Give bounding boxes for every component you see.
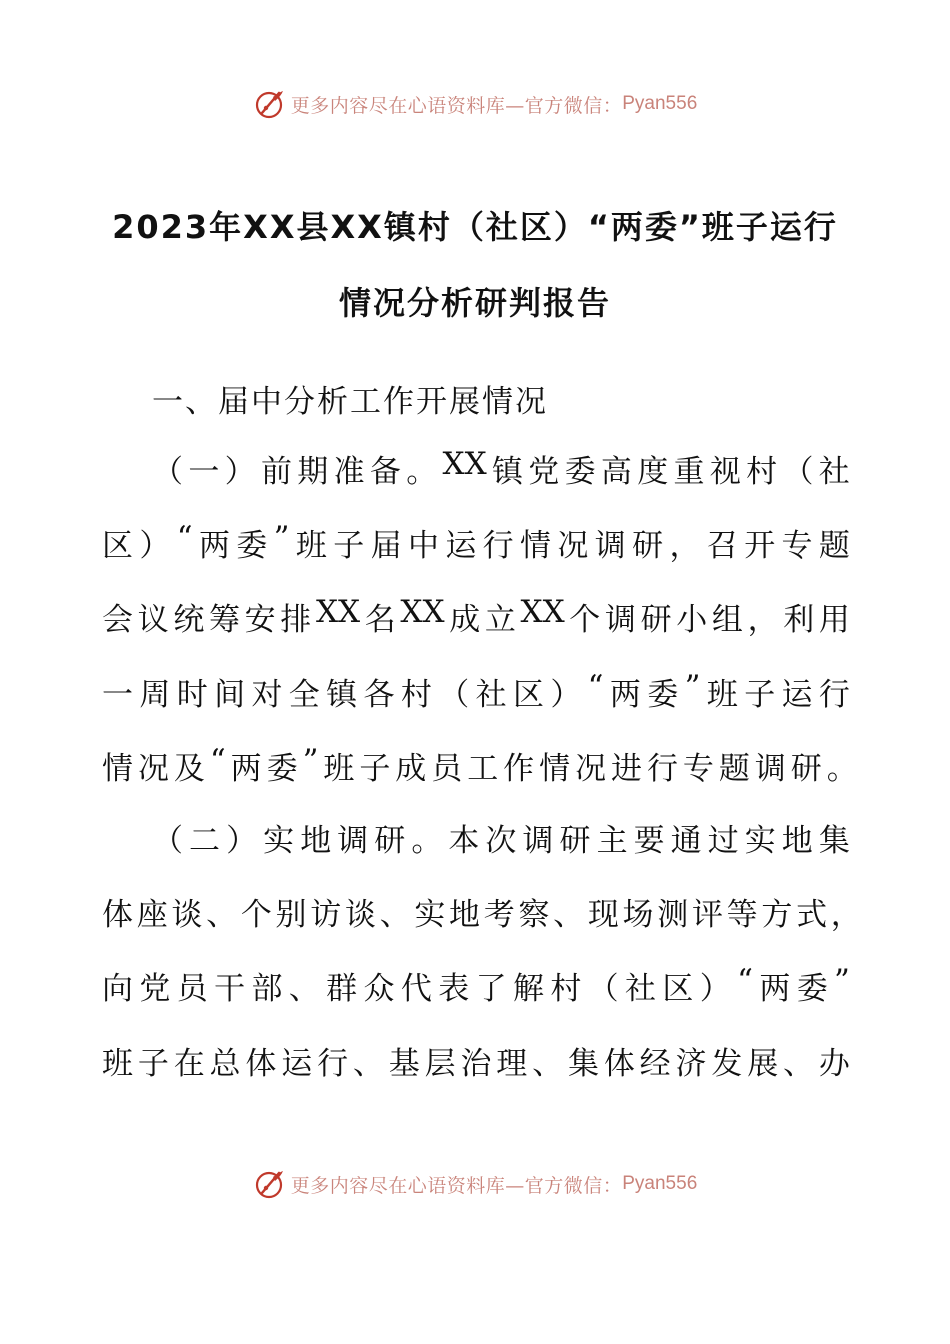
watermark-id: Pyan556 <box>622 93 698 114</box>
footer-watermark <box>0 1164 950 1204</box>
body-line: 班 子 在 总 体 运 行 、 基 层 治 理 、 集 体 经 济 发 展 、 办 <box>102 1046 850 1082</box>
quill-circle-icon <box>253 1167 287 1201</box>
body-line: （ 一 ） 前 期 准 备 。 XX 镇 党 委 高 度 重 视 村 （ 社 <box>152 446 850 490</box>
watermark-text: 更多内容尽在心语资料库—官方微信： <box>290 1174 623 1197</box>
body-line: 区 ） “ 两 委 ” 班 子 届 中 运 行 情 况 调 研 ， 召 开 专 题 <box>102 520 850 564</box>
document-title-line-2: 情况分析研判报告 <box>338 284 611 322</box>
body-line: 向 党 员 干 部 、 群 众 代 表 了 解 村 （ 社 区 ） “ 两 委 ” <box>102 963 850 1007</box>
section-heading-1: 一、届中分析工作开展情况 <box>152 384 548 420</box>
quill-circle-icon <box>253 87 287 121</box>
document-title-line-1: 2023年XX县XX镇村（社区）“两委”班子运行 <box>112 208 838 246</box>
body-line: （ 二 ） 实 地 调 研 。 本 次 调 研 主 要 通 过 实 地 集 <box>152 823 850 859</box>
body-line: 体 座 谈 、 个 别 访 谈 、 实 地 考 察 、 现 场 测 评 等 方 式 ， <box>102 897 862 933</box>
watermark-id: Pyan556 <box>622 1173 698 1194</box>
header-watermark <box>0 84 950 124</box>
body-line: 一 周 时 间 对 全 镇 各 村 （ 社 区 ） “ 两 委 ” 班 子 运 行 <box>102 669 850 713</box>
watermark-text: 更多内容尽在心语资料库—官方微信： <box>290 94 623 117</box>
body-line: 会 议 统 筹 安 排 XX 名 XX 成 立 XX 个 调 研 小 组 ， 利 用 <box>102 594 850 638</box>
body-line: 情 况 及 “ 两 委 ” 班 子 成 员 工 作 情 况 进 行 专 题 调 研 。 <box>102 743 858 787</box>
